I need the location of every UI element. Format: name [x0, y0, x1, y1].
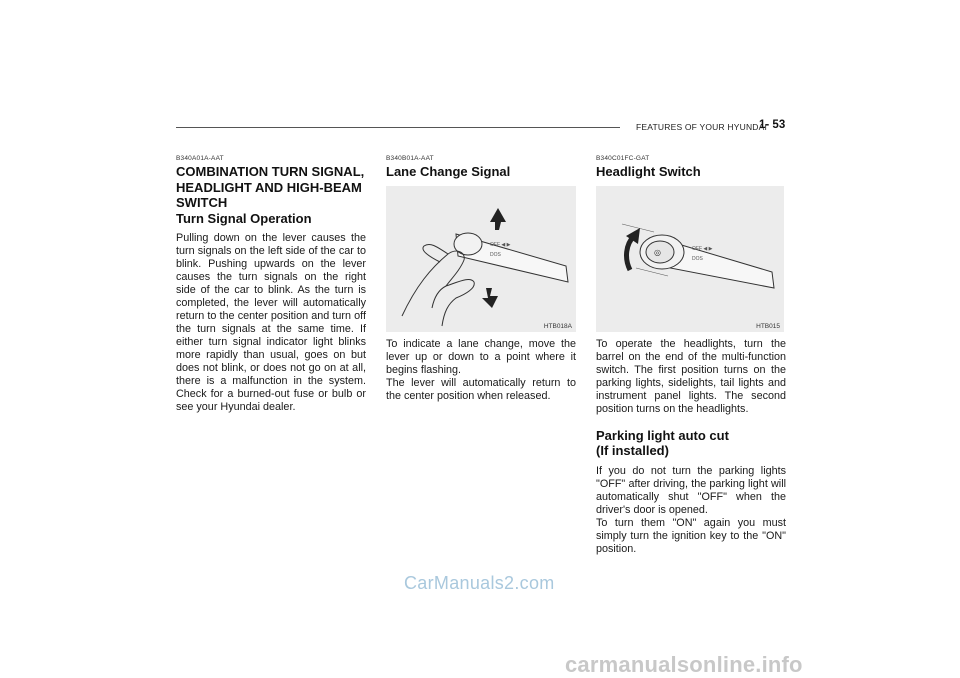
turn-signal-text: Pulling down on the lever causes the turn signals on the left side of the car to blink. Pushing upwards on the lever causes the turn signals on the right side of the car to blink. As the turn is completed, the lever will automatically return to the center position and turn off the turn signals at the same time. If either turn signal indicator light blinks more rapidly than usual, goes on but does not blink, or does not go on at all, there is a malfunction in the system. Check for a burned-out fuse or bulb or see your Hyundai dealer.	[176, 232, 366, 413]
lever-hand-illustration	[386, 186, 576, 332]
column-turn-signal	[176, 155, 366, 414]
headlight-figure	[596, 186, 784, 332]
section-heading: Headlight Switch	[596, 164, 701, 179]
svg-text:OFF ◀ ▶: OFF ◀ ▶	[490, 241, 511, 248]
header-rule	[176, 127, 620, 128]
section-subheading: Turn Signal Operation	[176, 210, 312, 226]
section-code: B340B01A-AAT	[386, 155, 434, 162]
section-code: B340A01A-AAT	[176, 155, 224, 162]
section-code: B340C01FC-GAT	[596, 155, 650, 162]
watermark-carmanuals2: CarManuals2.com	[404, 573, 555, 593]
figure-id: HTB015	[756, 322, 780, 330]
parking-light-heading-line2: (If installed)	[596, 443, 669, 458]
lane-change-text-2: The lever will automatically return to the center position when released.	[386, 376, 576, 402]
parking-light-text-1: If you do not turn the parking lights "OFF" after driving, the parking light will automatically shut "OFF" when the driver's door is opened.	[596, 464, 786, 516]
svg-text:DOS: DOS	[692, 255, 703, 262]
figure-id: HTB018A	[543, 322, 572, 330]
svg-text:DOS: DOS	[490, 251, 501, 258]
headlight-text: To operate the headlights, turn the barrel on the end of the multi-function switch. The first position turns on the parking lights, sidelights, tail lights and instrument panel lights. The second position turns on the headlights.	[596, 337, 786, 415]
column-lane-change	[386, 155, 576, 403]
watermark-carmanualsonline: carmanualsonline.info	[565, 652, 803, 677]
svg-text:◎: ◎	[654, 247, 661, 257]
column-headlight	[596, 155, 786, 556]
parking-light-text-2: To turn them "ON" again you must simply turn the ignition key to the "ON" position.	[596, 516, 786, 555]
section-heading: Lane Change Signal	[386, 164, 511, 179]
parking-light-heading	[596, 428, 786, 459]
headlight-switch-illustration	[596, 186, 784, 332]
lane-change-figure	[386, 186, 576, 332]
section-heading: COMBINATION TURN SIGNAL, HEADLIGHT AND HIGH-BEAM SWITCH	[176, 164, 365, 210]
section-title: FEATURES OF YOUR HYUNDAI	[636, 122, 768, 132]
parking-light-heading-line1: Parking light auto cut	[596, 427, 729, 443]
lane-change-text-1: To indicate a lane change, move the lever up or down to a point where it begins flashing.	[386, 337, 576, 376]
page-number: 1- 53	[759, 119, 786, 131]
svg-text:OFF ◀ ▶: OFF ◀ ▶	[692, 245, 713, 252]
